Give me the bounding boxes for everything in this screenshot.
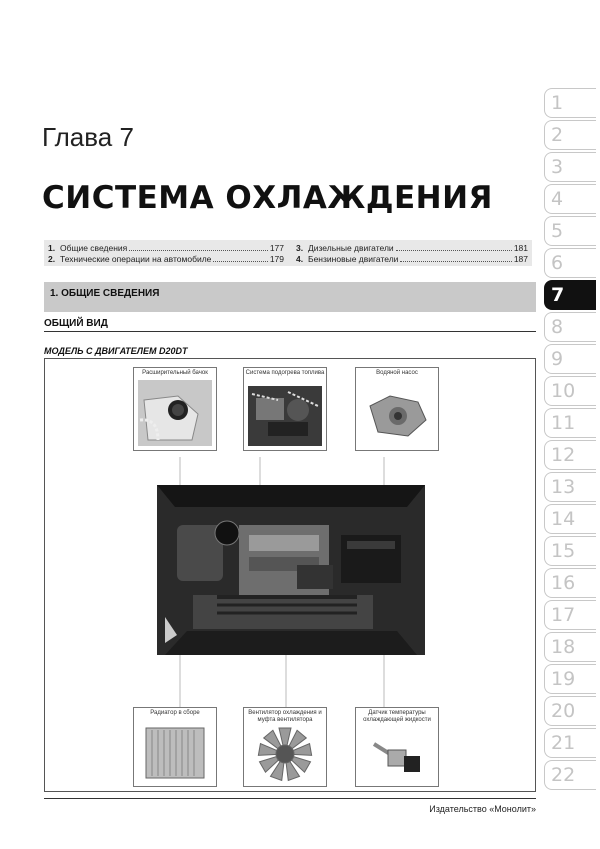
water-pump-image <box>360 382 434 446</box>
toc-item-page: 181 <box>513 243 528 253</box>
chapter-tab-label: 16 <box>551 572 576 594</box>
section-title: 1. ОБЩИЕ СВЕДЕНИЯ <box>50 288 160 299</box>
chapter-tab-label: 10 <box>551 380 576 402</box>
chapter-tab-4[interactable] <box>544 184 596 214</box>
chapter-title: СИСТЕМА ОХЛАЖДЕНИЯ <box>42 180 493 216</box>
toc-item-number: 1. <box>48 243 56 253</box>
toc-item-number: 2. <box>48 254 56 264</box>
chapter-tab-label: 13 <box>551 476 576 498</box>
toc-item[interactable] <box>48 243 284 254</box>
chapter-tab-label: 6 <box>551 252 564 274</box>
engine-bay-photo <box>157 485 425 655</box>
radiator-thumbnail <box>133 707 217 787</box>
expansion-tank-thumbnail <box>133 367 217 451</box>
water-pump-caption: Водяной насос <box>376 370 418 376</box>
water-pump-thumbnail <box>355 367 439 451</box>
chapter-tab-11[interactable] <box>544 408 596 438</box>
chapter-tab-15[interactable] <box>544 536 596 566</box>
toc-item[interactable] <box>296 243 528 254</box>
engine-figure <box>44 358 536 792</box>
chapter-tab-20[interactable] <box>544 696 596 726</box>
engine-bay-image <box>157 485 425 655</box>
figure-model-label: МОДЕЛЬ С ДВИГАТЕЛЕМ D20DT <box>44 346 188 356</box>
toc-item-page: 177 <box>269 243 284 253</box>
chapter-tab-label: 12 <box>551 444 576 466</box>
chapter-tab-label: 19 <box>551 668 576 690</box>
toc-item[interactable] <box>296 254 528 265</box>
table-of-contents <box>44 240 532 266</box>
chapter-tab-5[interactable] <box>544 216 596 246</box>
chapter-tab-label: 4 <box>551 188 564 210</box>
chapter-label: Глава 7 <box>42 122 134 152</box>
temperature-sensor-caption: Датчик температуры охлаждающей жидкости <box>363 710 431 723</box>
fuel-heater-caption: Система подогрева топлива <box>245 370 325 376</box>
toc-item-label: Бензиновые двигатели <box>308 254 399 264</box>
toc-leader <box>400 260 511 262</box>
radiator-caption: Радиатор в сборе <box>150 710 200 716</box>
fuel-heater-image <box>248 386 322 446</box>
temperature-sensor-image <box>360 726 434 782</box>
toc-item-page: 187 <box>513 254 528 264</box>
toc-column-left <box>48 243 284 265</box>
cooling-fan-caption: Вентилятор охлаждения и муфта вентилятора <box>248 710 322 723</box>
footer-rule <box>44 798 536 799</box>
chapter-tab-1[interactable] <box>544 88 596 118</box>
chapter-tab-label: 1 <box>551 92 564 114</box>
toc-leader <box>213 260 267 262</box>
callout-leader <box>179 655 181 707</box>
radiator-image <box>138 722 212 782</box>
toc-leader <box>129 249 268 251</box>
chapter-tab-label: 20 <box>551 700 576 722</box>
toc-item-label: Дизельные двигатели <box>308 243 394 253</box>
chapter-tab-label: 18 <box>551 636 576 658</box>
toc-item-label: Общие сведения <box>60 243 128 253</box>
toc-column-right <box>296 243 528 265</box>
chapter-tab-label: 7 <box>551 284 565 306</box>
toc-item-number: 4. <box>296 254 304 264</box>
chapter-tab-label: 22 <box>551 764 576 786</box>
expansion-tank-caption: Расширительный бачок <box>142 370 208 376</box>
toc-item[interactable] <box>48 254 284 265</box>
chapter-tab-12[interactable] <box>544 440 596 470</box>
chapter-tab-16[interactable] <box>544 568 596 598</box>
chapter-tab-10[interactable] <box>544 376 596 406</box>
toc-item-label: Технические операции на автомобиле <box>60 254 212 264</box>
chapter-tab-label: 14 <box>551 508 576 530</box>
fuel-heater-thumbnail <box>243 367 327 451</box>
chapter-tab-21[interactable] <box>544 728 596 758</box>
chapter-tab-3[interactable] <box>544 152 596 182</box>
toc-leader <box>396 249 512 251</box>
subsection-title: ОБЩИЙ ВИД <box>44 318 108 329</box>
chapter-tab-label: 17 <box>551 604 576 626</box>
chapter-tab-9[interactable] <box>544 344 596 374</box>
chapter-tab-18[interactable] <box>544 632 596 662</box>
chapter-tab-label: 11 <box>551 412 576 434</box>
temperature-sensor-thumbnail <box>355 707 439 787</box>
chapter-tab-2[interactable] <box>544 120 596 150</box>
section-header <box>44 282 536 312</box>
expansion-tank-image <box>138 380 212 446</box>
chapter-tab-7[interactable] <box>544 280 596 310</box>
chapter-tab-22[interactable] <box>544 760 596 790</box>
chapter-tab-label: 2 <box>551 124 564 146</box>
chapter-tab-13[interactable] <box>544 472 596 502</box>
chapter-tab-14[interactable] <box>544 504 596 534</box>
chapter-tab-19[interactable] <box>544 664 596 694</box>
chapter-tab-label: 3 <box>551 156 564 178</box>
chapter-tab-6[interactable] <box>544 248 596 278</box>
toc-item-number: 3. <box>296 243 304 253</box>
cooling-fan-image <box>248 724 322 782</box>
subsection-rule <box>44 331 536 332</box>
chapter-tab-label: 15 <box>551 540 576 562</box>
publisher-name: Издательство «Монолит» <box>429 804 536 814</box>
toc-item-page: 179 <box>269 254 284 264</box>
cooling-fan-thumbnail <box>243 707 327 787</box>
chapter-tab-8[interactable] <box>544 312 596 342</box>
chapter-tab-17[interactable] <box>544 600 596 630</box>
chapter-tab-label: 9 <box>551 348 564 370</box>
chapter-tab-label: 8 <box>551 316 564 338</box>
chapter-tab-label: 5 <box>551 220 564 242</box>
chapter-tab-label: 21 <box>551 732 576 754</box>
